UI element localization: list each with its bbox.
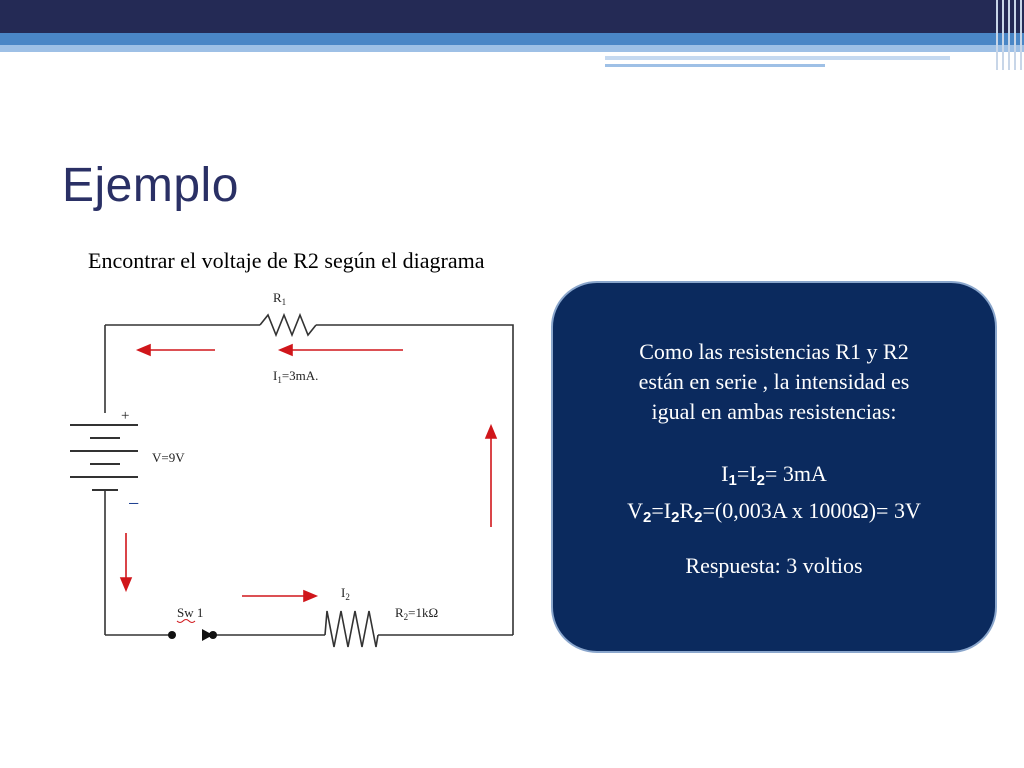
wire-top-right [316,325,513,635]
header-vertical-lines [992,0,1024,70]
i1-label: $I_1=3mA$. [273,368,319,385]
header-stripe-thin [605,56,950,60]
battery-minus-label: − [128,493,140,515]
circuit-diagram [60,285,530,655]
battery-plus-label: + [121,408,130,424]
explanation-callout [551,281,997,653]
answer-text: Respuesta: 3 voltios [685,553,863,578]
switch-label: Sw 1 [177,605,204,620]
equation-voltage: $V_2=I_2R_2=(0,003A$ x 1000Ω)= 3V [627,498,921,526]
callout-text [553,337,995,427]
slide-subtitle: Encontrar el voltaje de R2 según el diagrama [88,248,485,273]
callout-equations [553,459,995,533]
callout-line-2: están en serie , la intensidad es [638,369,910,394]
voltage-label: V=9V [152,450,185,465]
callout-line-3: igual en ambas resistencias: [651,399,897,424]
switch-arrowhead [202,629,213,641]
switch-contact-left [168,631,176,639]
equation-current: $I_1=I_2= 3mA$ [721,461,827,489]
header-band [0,0,1024,33]
header-stripe-thin-2 [605,64,825,67]
callout-line-1: Como las resistencias R1 y R2 [639,339,909,364]
resistor-r2 [325,611,378,647]
resistor-r1 [260,315,316,335]
callout-answer [553,551,995,581]
i2-label: $I_2$ [341,585,350,602]
slide-title: Ejemplo [62,159,239,212]
r2-label: $R_2=1k\Omega$ [395,605,439,622]
header-stripe-blue [0,33,1024,45]
header-stripe-light [0,45,1024,52]
r1-label: $R_1$ [273,290,287,307]
